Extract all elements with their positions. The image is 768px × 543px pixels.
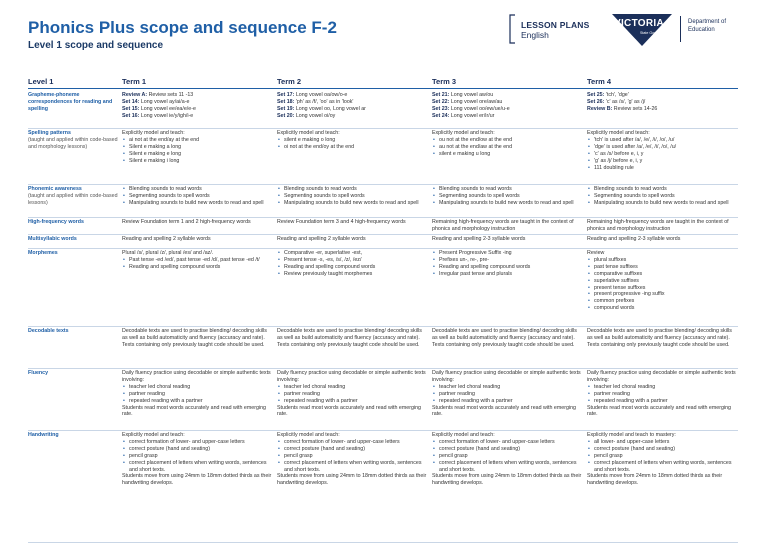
term-cell <box>277 236 427 243</box>
set-desc: Review sets 11 -13 <box>147 92 194 98</box>
bullet-item: • common prefixes <box>594 298 737 305</box>
term-cell <box>277 250 427 278</box>
term-note: Students read most words accurately and read with emerging rate. <box>122 404 266 418</box>
row-label: High-frequency words <box>28 219 84 225</box>
bullet-item: • Present Progressive Suffix -ing <box>439 250 582 257</box>
term-cell <box>122 219 272 226</box>
bullet-item: • repeated reading with a partner <box>439 398 582 405</box>
term-note: Texts containing only previously taught code should be used. <box>587 341 730 348</box>
set-desc: 'c' as /s/, 'g' as /j/ <box>604 98 646 105</box>
term-cell <box>277 328 427 349</box>
set-desc: Long vowel ie/y/igh/i-e <box>139 112 194 119</box>
term-text: Daily fluency practice using decodable or simple authentic texts involving: <box>122 370 271 383</box>
set-desc: Review sets 14-26 <box>612 105 658 112</box>
term-note: Students read most words accurately and read with emerging rate. <box>587 404 731 418</box>
row-label: Morphemes <box>28 250 58 256</box>
bullet-item: • superlative suffixes <box>594 278 737 285</box>
set-code: Set 25: <box>587 92 605 98</box>
lesson-plans-logo <box>508 14 598 44</box>
bullet-item: • 'dge' is used after /a/, /e/, /i/, /o/, /u/ <box>594 144 737 151</box>
term-cell <box>122 250 272 271</box>
bullet-list <box>587 137 737 172</box>
set-desc: Long vowel aw/ou <box>449 92 494 98</box>
header-level: Level 1 <box>28 77 54 86</box>
bracket-icon <box>508 14 516 44</box>
term-text: Decodable texts are used to practise blending/ decoding skills as well as build automaticity and fluency (accuracy and rate). <box>587 328 732 341</box>
row-label: Multisyllabic words <box>28 236 77 242</box>
bullet-item: • silent e making u long <box>439 151 582 158</box>
bullet-list <box>122 137 272 165</box>
row-label: Spelling patterns <box>28 130 71 136</box>
term-text: Remaining high-frequency words are taught in the context of phonics and morphology instruction <box>432 219 574 232</box>
table-row <box>28 234 738 249</box>
table-row <box>28 326 738 369</box>
bullet-item: • 111 doubling rule <box>594 165 737 172</box>
set-code: Set 17: <box>277 92 295 98</box>
term-cell <box>587 92 737 113</box>
bullet-item: • Segmenting sounds to spell words <box>284 193 427 200</box>
bullet-item: • Segmenting sounds to spell words <box>594 193 737 200</box>
bullet-item: • pencil grasp <box>129 453 272 460</box>
term-text: Explicitly model and teach: <box>277 432 340 438</box>
set-entry <box>432 106 582 113</box>
term-text: Decodable texts are used to practise blending/ decoding skills as well as build automaticity and fluency (accuracy and rate). <box>122 328 267 341</box>
bullet-item: • present tense suffixes <box>594 285 737 292</box>
term-note: Texts containing only previously taught code should be used. <box>122 341 265 348</box>
bullet-list <box>432 250 582 278</box>
bullet-item: • partner reading <box>439 391 582 398</box>
set-code: Set 18: <box>277 98 295 105</box>
lesson-plans-subject: English <box>521 30 549 40</box>
table-row <box>28 128 738 185</box>
header-term-2: Term 2 <box>277 77 302 86</box>
set-entry <box>122 92 272 99</box>
set-code: Review A: <box>122 92 148 98</box>
term-cell <box>122 130 272 165</box>
table-row <box>28 90 738 129</box>
bullet-item: • 'g' as /j/ before e, i, y <box>594 158 737 165</box>
term-text: Reading and spelling 2 syllable words <box>122 236 211 242</box>
term-text: Review Foundation term 3 and 4 high-frequency words <box>277 219 406 225</box>
term-text: Daily fluency practice using decodable or simple authentic texts involving: <box>587 370 736 383</box>
page-title: Phonics Plus scope and sequence F-2 <box>28 18 337 37</box>
set-code: Set 16: <box>122 112 140 119</box>
row-label: Handwriting <box>28 432 59 438</box>
bullet-item: • correct placement of letters when writing words, sentences and short texts. <box>439 460 582 474</box>
bullet-item: • Manipulating sounds to build new words to read and spell <box>439 200 582 207</box>
set-code: Set 15: <box>122 105 140 112</box>
bullet-item: • Blending sounds to read words <box>594 186 737 193</box>
bullet-list <box>432 186 582 207</box>
term-note: Students move from using 24mm to 18mm dotted thirds as their handwriting develops. <box>277 473 427 487</box>
bullet-item: • Irregular past tense and plurals <box>439 271 582 278</box>
term-note: Students read most words accurately and read with emerging rate. <box>432 404 576 418</box>
term-note: Students read most words accurately and read with emerging rate. <box>277 404 421 418</box>
set-entry <box>432 92 582 99</box>
table-row <box>28 248 738 327</box>
term-cell <box>122 328 272 349</box>
term-cell <box>122 370 272 418</box>
bullet-item: • Prefixes un-, re-, pre- <box>439 257 582 264</box>
term-text: Explicitly model and teach: <box>122 432 185 438</box>
victoria-logo <box>610 12 760 50</box>
term-cell <box>277 370 427 418</box>
term-text: Reading and spelling 2-3 syllable words <box>432 236 526 242</box>
scope-sequence-table <box>28 76 738 487</box>
bullet-item: • Reading and spelling compound words <box>284 264 427 271</box>
bullet-item: • past tense suffixes <box>594 264 737 271</box>
bullet-item: • correct posture (hand and seating) <box>284 446 427 453</box>
set-desc: Long vowel oi/oy <box>294 112 336 119</box>
bullet-item: • Review previously taught morphemes <box>284 271 427 278</box>
set-entry <box>587 106 737 113</box>
set-code: Set 23: <box>432 105 450 112</box>
bullet-item: • Blending sounds to read words <box>284 186 427 193</box>
bullet-item: • Present tense -s, -es, /s/, /z/, /ez/ <box>284 257 427 264</box>
term-text: Decodable texts are used to practise blending/ decoding skills as well as build automaticity and fluency (accuracy and rate). <box>432 328 577 341</box>
term-text: Reading and spelling 2 syllable words <box>277 236 366 242</box>
set-code: Set 22: <box>432 98 450 105</box>
set-code: Set 21: <box>432 92 450 98</box>
table-row <box>28 217 738 235</box>
row-label-cell <box>28 219 118 226</box>
set-desc: Long vowel oo, Long vowel ar <box>294 105 366 112</box>
term-cell <box>587 250 737 312</box>
table-row <box>28 368 738 431</box>
term-cell <box>587 236 737 243</box>
bullet-item: • Manipulating sounds to build new words to read and spell <box>129 200 272 207</box>
term-text: Reading and spelling 2-3 syllable words <box>587 236 681 242</box>
row-label-cell <box>28 92 118 113</box>
term-cell <box>432 130 582 158</box>
term-text: Explicitly model and teach to mastery: <box>587 432 676 438</box>
term-cell <box>122 186 272 207</box>
term-text: Decodable texts are used to practise blending/ decoding skills as well as build automaticity and fluency (accuracy and rate). <box>277 328 422 341</box>
set-desc: Long vowel er/ir/ur <box>449 112 495 119</box>
bullet-item: • teacher led choral reading <box>594 384 737 391</box>
set-desc: 'tch', 'dge' <box>604 92 629 98</box>
bullet-item: • partner reading <box>129 391 272 398</box>
bullet-item: • ai not at the end/ay at the end <box>129 137 272 144</box>
term-text: Remaining high-frequency words are taught in the context of phonics and morphology instruction <box>587 219 729 232</box>
set-code: Set 24: <box>432 112 450 119</box>
bullet-list <box>432 137 582 158</box>
bullet-item: • comparative suffixes <box>594 271 737 278</box>
set-entry <box>277 106 427 113</box>
bullet-item: • Manipulating sounds to build new words to read and spell <box>594 200 737 207</box>
term-text: Daily fluency practice using decodable or simple authentic texts involving: <box>432 370 581 383</box>
header-term-3: Term 3 <box>432 77 457 86</box>
bullet-list <box>587 384 737 405</box>
bullet-item: • Segmenting sounds to spell words <box>439 193 582 200</box>
row-label-cell <box>28 328 118 335</box>
bullet-list <box>122 384 272 405</box>
set-code: Set 19: <box>277 105 295 112</box>
set-desc: Long vowel ee/ea/e/e-e <box>139 105 196 112</box>
bullet-item: • teacher led choral reading <box>439 384 582 391</box>
bullet-item: • au not at the end/aw at the end <box>439 144 582 151</box>
set-entry <box>587 92 737 99</box>
bullet-item: • all lower- and upper-case letters <box>594 439 737 446</box>
bullet-item: • Silent e making e long <box>129 151 272 158</box>
bullet-item: • Segmenting sounds to spell words <box>129 193 272 200</box>
table-row <box>28 430 738 543</box>
term-note: Texts containing only previously taught code should be used. <box>432 341 575 348</box>
set-entry <box>277 92 427 99</box>
bullet-item: • plural suffixes <box>594 257 737 264</box>
bullet-list <box>432 384 582 405</box>
term-cell <box>277 186 427 207</box>
bullet-item: • correct placement of letters when writing words, sentences and short texts. <box>284 460 427 474</box>
bullet-item: • correct posture (hand and seating) <box>439 446 582 453</box>
term-cell <box>587 432 737 487</box>
bullet-list <box>587 186 737 207</box>
term-intro: Explicitly model and teach: <box>277 130 340 136</box>
logo-divider <box>680 16 681 42</box>
bullet-item: • teacher led choral reading <box>284 384 427 391</box>
set-desc: 'ph' as /f/, 'oo' as in 'look' <box>294 98 354 105</box>
set-entry <box>122 106 272 113</box>
term-text: Review Foundation term 1 and 2 high-frequency words <box>122 219 251 225</box>
bullet-list <box>122 439 272 474</box>
term-text: Explicitly model and teach: <box>432 432 495 438</box>
row-label-cell <box>28 130 118 151</box>
bullet-item: • repeated reading with a partner <box>594 398 737 405</box>
bullet-item: • correct posture (hand and seating) <box>129 446 272 453</box>
set-code: Set 26: <box>587 98 605 105</box>
row-label: Phonemic awareness <box>28 186 82 192</box>
term-cell <box>432 186 582 207</box>
term-note: Texts containing only previously taught code should be used. <box>277 341 420 348</box>
set-entry <box>587 99 737 106</box>
bullet-item: • present progressive -ing suffix <box>594 291 737 298</box>
bullet-list <box>277 384 427 405</box>
term-cell <box>277 432 427 487</box>
bullet-list <box>122 186 272 207</box>
set-desc: Long vowel oa/ow/o-e <box>294 92 348 98</box>
set-entry <box>277 113 427 120</box>
term-cell <box>277 92 427 120</box>
table-row <box>28 184 738 218</box>
set-desc: Long vowel ore/aw/au <box>449 98 503 105</box>
bullet-list <box>277 439 427 474</box>
bullet-item: • Blending sounds to read words <box>129 186 272 193</box>
bullet-list <box>277 137 427 151</box>
bullet-item: • oi not at the end/oy at the end <box>284 144 427 151</box>
victoria-wordmark: VICTORIA <box>614 18 664 29</box>
bullet-item: • pencil grasp <box>439 453 582 460</box>
term-note: Students move from using 24mm to 18mm dotted thirds as their handwriting develops. <box>432 473 582 487</box>
term-cell <box>432 328 582 349</box>
set-entry <box>432 99 582 106</box>
bullet-item: • Reading and spelling compound words <box>129 264 272 271</box>
bullet-item: • 'c' as /s/ before e, i, y <box>594 151 737 158</box>
row-label: Decodable texts <box>28 328 69 334</box>
page-subtitle: Level 1 scope and sequence <box>28 40 164 51</box>
bullet-list <box>432 439 582 474</box>
bullet-item: • Past tense -ed /ed/, past tense -ed /d/, past tense -ed /t/ <box>129 257 272 264</box>
term-cell <box>587 219 737 233</box>
bullet-item: • Comparative -er, superlative -est, <box>284 250 427 257</box>
bullet-item: • Silent e making i long <box>129 158 272 165</box>
bullet-list <box>277 250 427 278</box>
victoria-state: State Government <box>640 31 670 35</box>
bullet-item: • repeated reading with a partner <box>129 398 272 405</box>
row-label-cell <box>28 250 118 257</box>
term-cell <box>432 92 582 120</box>
bullet-item: • correct placement of letters when writing words, sentences and short texts. <box>129 460 272 474</box>
set-desc: Long vowel ay/ai/a-e <box>139 98 190 105</box>
table-header <box>28 76 738 89</box>
bullet-list <box>587 257 737 312</box>
term-cell <box>432 219 582 233</box>
term-text: Daily fluency practice using decodable or simple authentic texts involving: <box>277 370 426 383</box>
set-code: Set 14: <box>122 98 140 105</box>
header-term-1: Term 1 <box>122 77 147 86</box>
term-cell <box>587 370 737 418</box>
row-label: Fluency <box>28 370 49 376</box>
term-intro: Explicitly model and teach: <box>122 130 185 136</box>
lesson-plans-title: LESSON PLANS <box>521 20 590 30</box>
row-label: Grapheme-phoneme correspondences for reading and spelling <box>28 92 113 112</box>
bullet-item: • correct placement of letters when writing words, sentences and short texts. <box>594 460 737 474</box>
row-label-note: (taught and applied within code-based lessons) <box>28 192 118 206</box>
bullet-list <box>277 186 427 207</box>
bullet-item: • correct formation of lower- and upper-case letters <box>439 439 582 446</box>
bullet-item: • Reading and spelling compound words <box>439 264 582 271</box>
term-text: Plural /s/, plural /z/, plural /es/ and /az/. <box>122 250 214 256</box>
term-cell <box>122 432 272 487</box>
bullet-item: • Manipulating sounds to build new words to read and spell <box>284 200 427 207</box>
bullet-item: • teacher led choral reading <box>129 384 272 391</box>
term-cell <box>432 236 582 243</box>
bullet-item: • ou not at the end/ow at the end <box>439 137 582 144</box>
bullet-item: • 'tch' is used after /a/, /e/, /i/, /o/, /u/ <box>594 137 737 144</box>
bullet-item: • correct posture (hand and seating) <box>594 446 737 453</box>
set-entry <box>122 113 272 120</box>
term-cell <box>277 130 427 151</box>
bullet-item: • Blending sounds to read words <box>439 186 582 193</box>
set-entry <box>432 113 582 120</box>
term-cell <box>587 186 737 207</box>
bullet-list <box>587 439 737 474</box>
bullet-item: • Silent e making a long <box>129 144 272 151</box>
bullet-item: • correct formation of lower- and upper-case letters <box>284 439 427 446</box>
set-code: Review B: <box>587 105 613 112</box>
set-entry <box>277 99 427 106</box>
bullet-item: • pencil grasp <box>594 453 737 460</box>
header-term-4: Term 4 <box>587 77 612 86</box>
set-desc: Long vowel oo/ew/ue/u-e <box>449 105 510 112</box>
set-entry <box>122 99 272 106</box>
row-label-cell <box>28 370 118 377</box>
term-cell <box>432 370 582 418</box>
bullet-item: • partner reading <box>284 391 427 398</box>
bullet-item: • silent e making o long <box>284 137 427 144</box>
term-intro: Explicitly model and teach: <box>587 130 650 136</box>
row-label-cell <box>28 186 118 207</box>
term-intro: Explicitly model and teach: <box>432 130 495 136</box>
term-cell <box>122 92 272 120</box>
row-label-cell <box>28 432 118 439</box>
row-label-note: (taught and applied within code-based and morphology lessons) <box>28 136 118 150</box>
bullet-item: • correct formation of lower- and upper-case letters <box>129 439 272 446</box>
bullet-item: • compound words <box>594 305 737 312</box>
bullet-item: • repeated reading with a partner <box>284 398 427 405</box>
bullet-item: • pencil grasp <box>284 453 427 460</box>
term-note: Students move from using 24mm to 18mm dotted thirds as their handwriting develops. <box>122 473 272 487</box>
set-code: Set 20: <box>277 112 295 119</box>
row-label-cell <box>28 236 118 243</box>
term-cell <box>122 236 272 243</box>
term-text: Review <box>587 250 605 256</box>
bullet-item: • partner reading <box>594 391 737 398</box>
term-note: Students move from 24mm to 18mm dotted thirds as their handwriting develops. <box>587 473 723 487</box>
term-cell <box>277 219 427 226</box>
department-name: Department of Education <box>688 19 727 33</box>
term-cell <box>432 250 582 278</box>
term-cell <box>587 130 737 171</box>
bullet-list <box>122 257 272 271</box>
term-cell <box>587 328 737 349</box>
term-cell <box>432 432 582 487</box>
